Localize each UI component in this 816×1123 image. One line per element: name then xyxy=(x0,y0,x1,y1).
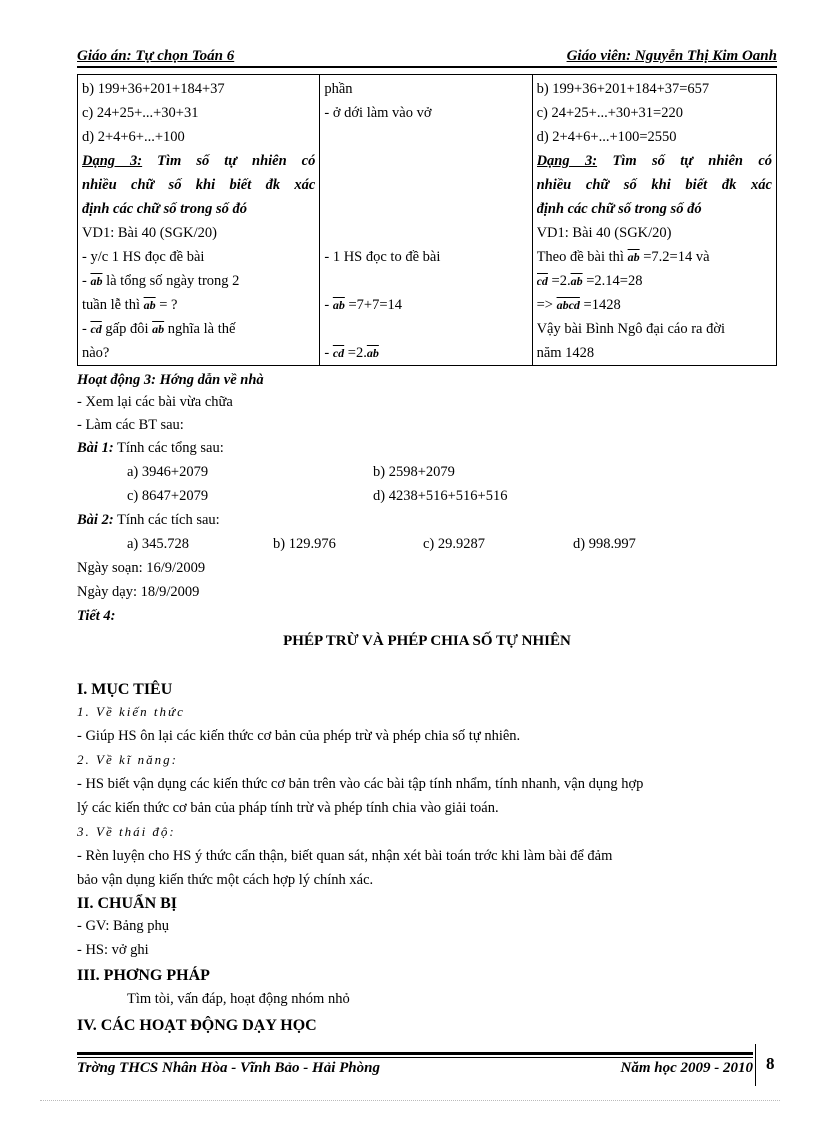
ab-symbol: $\overline{ab}$ xyxy=(570,274,583,288)
ki-nang-text-1: - HS biết vận dụng các kiến thức cơ bản trên vào các bài tập tính nhẩm, tính nhanh, vận dụng hợp xyxy=(77,776,644,792)
section-chuan-bi: II. CHUẨN BỊ xyxy=(77,895,178,912)
ab-symbol: $\overline{ab}$ xyxy=(627,250,640,264)
kien-thuc-text: - Giúp HS ôn lại các kiến thức cơ bản của phép trừ và phép chia số tự nhiên. xyxy=(77,728,521,744)
subsection-thai-do: 3. Về thái độ: xyxy=(77,824,176,839)
col1-line: - y/c 1 HS đọc đề bài xyxy=(82,249,205,265)
col2-cd-line: - $\overline{cd} =2.\overline{ab}$ xyxy=(324,345,379,361)
cd-symbol: $\overline{cd}$ xyxy=(332,346,345,360)
table-col-3 xyxy=(532,75,776,366)
footer-rule xyxy=(77,1052,753,1055)
header-right: Giáo viên: Nguyễn Thị Kim Oanh xyxy=(566,48,777,64)
col3-line: c) 24+25+...+30+31=220 xyxy=(536,105,683,121)
col2-line: - 1 HS đọc to đề bài xyxy=(324,249,441,265)
ab-symbol: $\overline{ab}$ xyxy=(90,274,103,288)
dang3-heading-2: nhiều chữ số khi biết đk xác xyxy=(536,177,772,193)
chuan-bi-hs: - HS: vở ghi xyxy=(77,942,149,958)
col1-line: b) 199+36+201+184+37 xyxy=(82,81,225,97)
col2-ab-line: - $\overline{ab} =7+7=14$ xyxy=(324,297,403,313)
col3-ab-line: Theo đề bài thì $\overline{ab} =7.2=14$ và xyxy=(536,249,710,265)
ki-nang-text-2: lý các kiến thức cơ bản của pháp tính trừ và phép tính chia vào giải toán. xyxy=(77,800,499,816)
dang3-heading-3: định các chữ số trong số đó xyxy=(82,201,247,217)
col3-line: b) 199+36+201+184+37=657 xyxy=(536,81,710,97)
phuong-phap-text: Tìm tòi, vấn đáp, hoạt động nhóm nhỏ xyxy=(127,991,350,1007)
col1-ab-question: tuần lễ thì $\overline{ab}$ = ? xyxy=(82,297,178,313)
footer-left: Trờng THCS Nhân Hòa - Vĩnh Bảo - Hải Phòng xyxy=(77,1060,380,1076)
thai-do-text-1: - Rèn luyện cho HS ý thức cẩn thận, biết quan sát, nhận xét bài toán trớc khi làm bài để đảm xyxy=(77,848,613,864)
dang3-heading-3: định các chữ số trong số đó xyxy=(536,201,702,217)
section-muc-tieu: I. MỤC TIÊU xyxy=(77,681,173,698)
bai1-items-row2: c) 8647+2079 d) 4238+516+516+516 xyxy=(127,488,508,504)
ngay-day: Ngày dạy: 18/9/2009 xyxy=(77,584,200,600)
homework-line: - Xem lại các bài vừa chữa xyxy=(77,394,233,410)
footer-divider xyxy=(755,1044,756,1086)
col3-abcd-line: => abcd =1428 xyxy=(536,297,621,313)
ab-symbol: $\overline{ab}$ xyxy=(143,298,156,312)
col1-cd-line: - $\overline{cd}$ gấp đôi $\overline{ab}$ nghĩa là thế xyxy=(82,321,236,337)
table-col-2 xyxy=(320,75,532,366)
dang3-heading-2: nhiều chữ số khi biết đk xác xyxy=(82,177,316,193)
page-number: 8 xyxy=(766,1054,775,1073)
page-bottom-border xyxy=(40,1100,780,1101)
col1-line: c) 24+25+...+30+31 xyxy=(82,105,199,121)
ngay-soan: Ngày soạn: 16/9/2009 xyxy=(77,560,206,576)
ab-symbol: $\overline{ab}$ xyxy=(366,346,379,360)
cd-symbol: $\overline{cd}$ xyxy=(90,322,102,336)
col2-line: - ở dới làm vào vở xyxy=(324,105,432,121)
bai1-items-row1: a) 3946+2079 b) 2598+2079 xyxy=(127,464,455,480)
header-left: Giáo án: Tự chọn Toán 6 xyxy=(77,48,235,64)
lesson-table xyxy=(77,74,777,366)
lesson-title: PHÉP TRỪ VÀ PHÉP CHIA SỐ TỰ NHIÊN xyxy=(283,633,571,649)
subsection-ki-nang: 2. Về kĩ năng: xyxy=(77,752,178,767)
page-footer xyxy=(77,1060,753,1078)
vd1-line: VD1: Bài 40 (SGK/20) xyxy=(82,225,217,241)
bai1-line: Bài 1: Tính các tổng sau: xyxy=(77,440,224,456)
table-col-1 xyxy=(78,75,320,366)
ab-symbol: $\overline{ab}$ xyxy=(332,298,345,312)
col3-line: năm 1428 xyxy=(536,345,595,361)
abcd-symbol: abcd xyxy=(556,298,580,312)
thai-do-text-2: bảo vận dụng kiến thức một cách hợp lý chính xác. xyxy=(77,872,374,888)
dang3-heading-1: Dạng 3: Tìm số tự nhiên có xyxy=(536,153,772,169)
col1-line: nào? xyxy=(82,345,110,361)
subsection-kien-thuc: 1. Về kiến thức xyxy=(77,704,185,719)
col3-line: Vậy bài Bình Ngô đại cáo ra đời xyxy=(536,321,726,337)
col2-line: phần xyxy=(324,81,353,97)
section-phuong-phap: III. PHƠNG PHÁP xyxy=(77,967,210,984)
col3-line: d) 2+4+6+...+100=2550 xyxy=(536,129,677,145)
tiet-label: Tiết 4: xyxy=(77,608,116,624)
dang3-heading-1: Dạng 3: Tìm số tự nhiên có xyxy=(82,153,316,169)
ab-symbol: $\overline{ab}$ xyxy=(152,322,165,336)
col3-cd-line: $\overline{cd} =2.\overline{ab} =2.14=28$ xyxy=(536,273,643,289)
bai2-line: Bài 2: Tính các tích sau: xyxy=(77,512,220,528)
chuan-bi-gv: - GV: Bảng phụ xyxy=(77,918,169,934)
cd-symbol: $\overline{cd}$ xyxy=(536,274,548,288)
section-hoat-dong: IV. CÁC HOẠT ĐỘNG DẠY HỌC xyxy=(77,1017,317,1034)
vd1-line: VD1: Bài 40 (SGK/20) xyxy=(536,225,672,241)
homework-line: - Làm các BT sau: xyxy=(77,417,184,433)
footer-rule xyxy=(77,1057,753,1058)
footer-right: Năm học 2009 - 2010 xyxy=(620,1060,753,1076)
bai2-items: a) 345.728 b) 129.976 c) 29.9287 d) 998.997 xyxy=(127,536,636,552)
col1-ab-line: - $\overline{ab}$ là tổng số ngày trong 2 xyxy=(82,273,240,289)
col1-line: d) 2+4+6+...+100 xyxy=(82,129,185,145)
homework-heading: Hoạt động 3: Hớng dẫn về nhà xyxy=(77,372,264,388)
page-header xyxy=(77,48,777,68)
